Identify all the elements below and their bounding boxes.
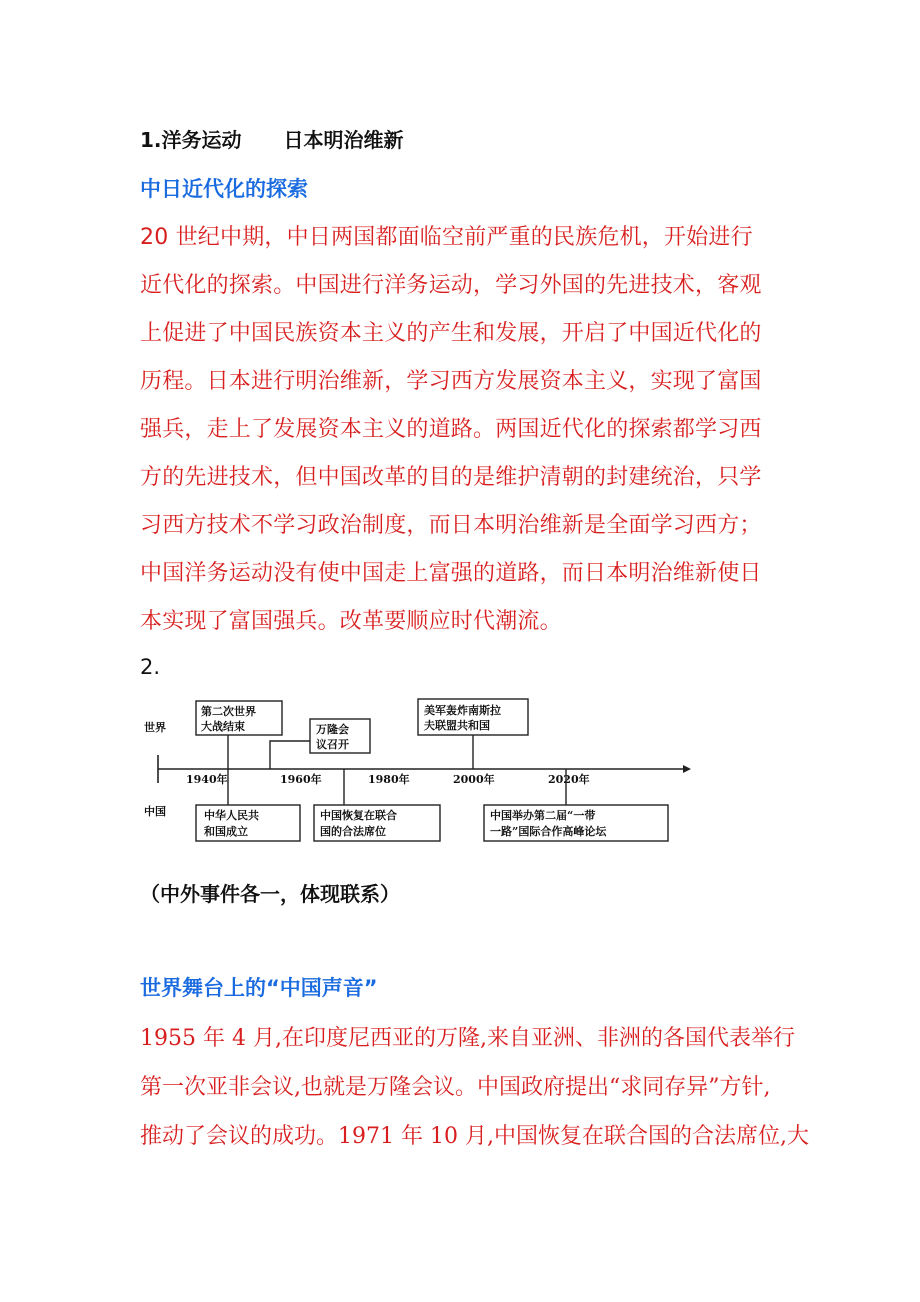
section-1-line: 方的先进技术，但中国改革的目的是维护清朝的封建统治，只学	[140, 465, 762, 490]
china-event-1-line1: 中华人民共	[204, 809, 259, 822]
question-1-number: 1.	[140, 128, 162, 152]
question-1-answer-b: 日本明治维新	[283, 128, 404, 152]
china-event-3-line2: 一路”国际合作高峰论坛	[490, 825, 607, 838]
section-1-line: 习西方技术不学习政治制度，而日本明治维新是全面学习西方；	[140, 513, 762, 538]
world-event-2-line1: 万隆会	[316, 723, 349, 736]
tick-label-2020: 2020年	[548, 773, 590, 786]
row-label-world: 世界	[144, 721, 166, 734]
world-event-3-line1: 美军轰炸南斯拉	[424, 704, 501, 717]
china-event-1-line2: 和国成立	[204, 825, 248, 838]
section-2-line: 1955 年 4 月,在印度尼西亚的万隆,来自亚洲、非洲的各国代表举行	[140, 1026, 795, 1051]
world-event-2-connector	[270, 741, 310, 769]
world-event-2-line2: 议召开	[316, 738, 349, 751]
world-event-1-line2: 大战结束	[201, 720, 245, 733]
question-2-number: 2.	[140, 655, 161, 679]
world-event-1-line1: 第二次世界	[201, 705, 256, 718]
section-2-line: 第一次亚非会议,也就是万隆会议。中国政府提出“求同存异”方针,	[140, 1075, 771, 1100]
question-2-note: （中外事件各一，体现联系）	[140, 882, 400, 906]
section-2-heading: 世界舞台上的“中国声音”	[140, 976, 378, 1000]
section-1-line: 中国洋务运动没有使中国走上富强的道路，而日本明治维新使日	[140, 561, 762, 586]
section-1-line: 历程。日本进行明治维新，学习西方发展资本主义，实现了富国	[140, 369, 762, 394]
timeline-figure	[138, 697, 693, 847]
question-1-header	[140, 124, 404, 153]
china-event-3-line1: 中国举办第二届“一带	[490, 809, 596, 822]
section-1-heading: 中日近代化的探索	[140, 177, 308, 201]
section-1-line: 强兵，走上了发展资本主义的道路。两国近代化的探索都学习西	[140, 417, 762, 442]
china-event-2-line1: 中国恢复在联合	[320, 809, 397, 822]
section-1-line: 20 世纪中期，中日两国都面临空前严重的民族危机，开始进行	[140, 225, 753, 250]
question-1-answer-a: 洋务运动	[161, 128, 242, 152]
section-1-line: 上促进了中国民族资本主义的产生和发展，开启了中国近代化的	[140, 321, 762, 346]
tick-label-1960: 1960年	[280, 773, 322, 786]
world-event-3-line2: 夫联盟共和国	[424, 719, 490, 732]
row-label-china: 中国	[144, 805, 166, 818]
section-2-line: 推动了会议的成功。1971 年 10 月,中国恢复在联合国的合法席位,大	[140, 1124, 809, 1149]
china-event-2-line2: 国的合法席位	[320, 825, 386, 838]
tick-label-1980: 1980年	[368, 773, 410, 786]
timeline-arrow-icon	[683, 765, 691, 773]
tick-label-2000: 2000年	[453, 773, 495, 786]
section-1-line: 近代化的探索。中国进行洋务运动，学习外国的先进技术，客观	[140, 273, 762, 298]
tick-label-1940: 1940年	[186, 773, 228, 786]
section-1-line: 本实现了富国强兵。改革要顺应时代潮流。	[140, 609, 562, 634]
